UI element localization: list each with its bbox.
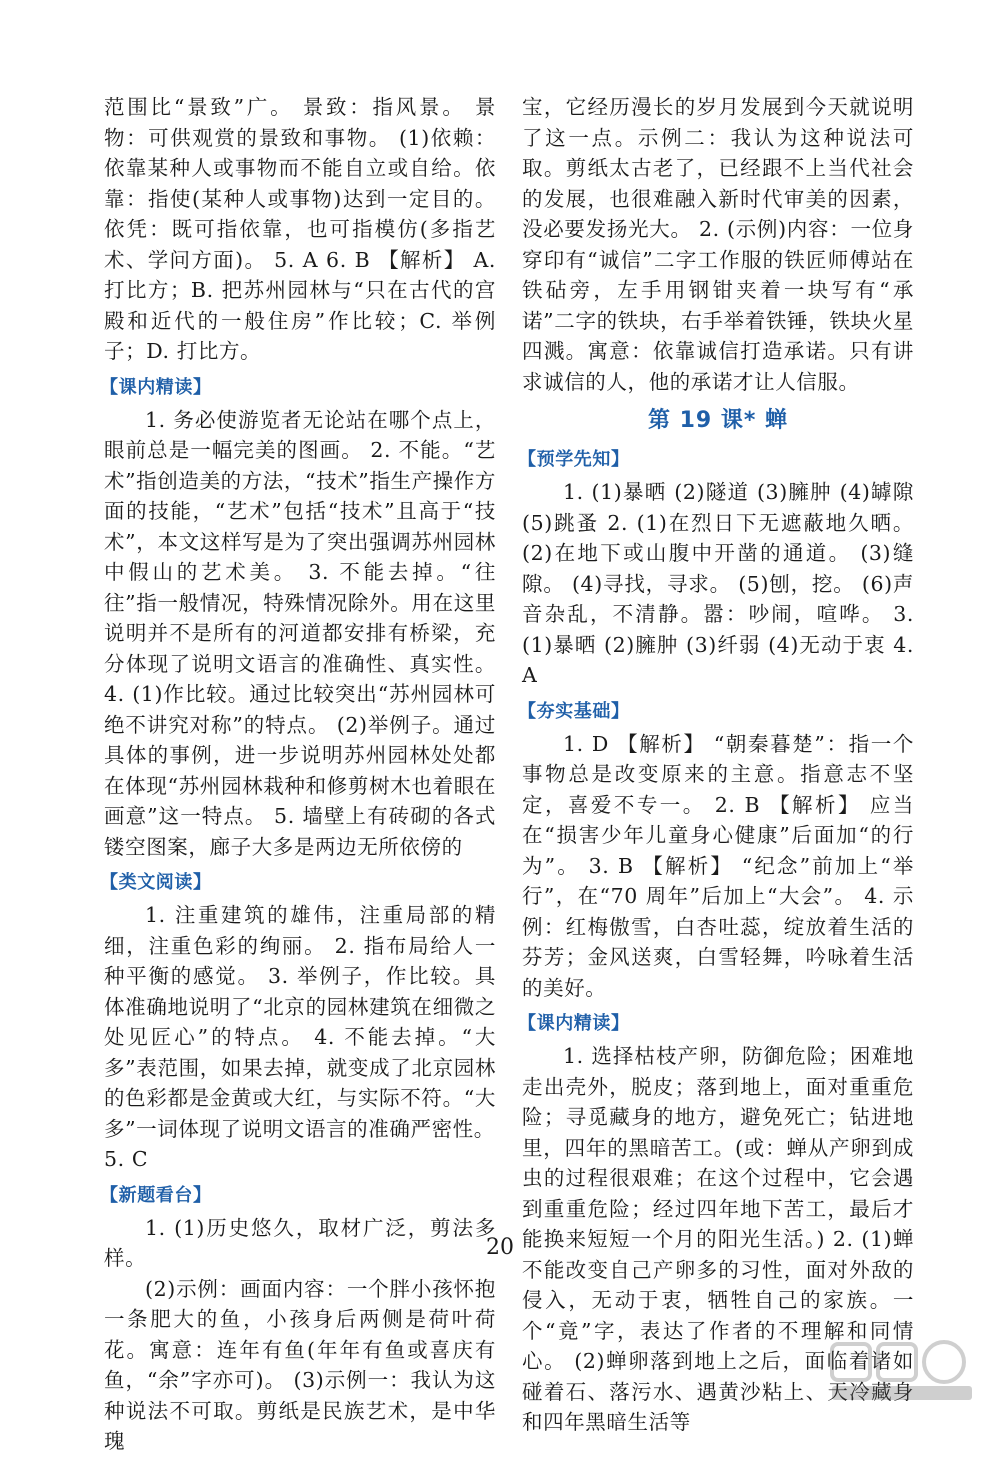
section-text-hangshi-jichu: 1. D 【解析】 “朝秦暮楚”：指一个事物总是改变原来的主意。指意志不坚定，喜爱不专一。 2. B 【解析】 应当在“损害少年儿童身心健康”后面加“的行为”。 3. B 【解析】 “纪念”前加上“举行”，在“70 周年”后加上“大会”。 4. 示例：红梅傲雪，白杏吐蕊，绽放着生活的芬芳；金风送爽，白雪轻舞，吟咏着生活的美好。 bbox=[522, 731, 914, 1000]
section-heading-xinti-kantai: 【新题看台】 bbox=[100, 1184, 212, 1206]
watermark-logo-icon bbox=[826, 1336, 976, 1404]
section-text-yuxue-xianzhi: 1. (1)暴晒 (2)隧道 (3)臃肿 (4)罅隙 (5)跳蚤 2. (1)在烈日下无遮蔽地久晒。 (2)在地下或山腹中开凿的通道。 (3)缝隙。 (4)寻找，寻求。 (5)刨，挖。 (6)声音杂乱，不清静。嚣：吵闹，喧哗。 3. (1)暴晒 (2)臃肿 (3)纤弱 (4)无动于衷 4. A bbox=[522, 480, 914, 687]
section-heading-kenei-jingdu-left: 【课内精读】 bbox=[100, 376, 212, 398]
section-heading-hangshi-jichu: 【夯实基础】 bbox=[518, 700, 630, 722]
right-top-paragraph: 宝，它经历漫长的岁月发展到今天就说明了这一点。示例二：我认为这种说法可取。剪纸太古老了，已经跟不上当代社会的发展，也很难融入新时代审美的因素，没必要发扬光大。 2. (示例)内容：一位身穿印有“诚信”二字工作服的铁匠师傅站在铁砧旁，左手用钢钳夹着一块写有“承诺”二字的铁块，右手举着铁锤，铁块火星四溅。寓意：依靠诚信打造承诺。只有讲求诚信的人，他的承诺才让人信服。 bbox=[522, 95, 914, 394]
section-text-xinti-kantai-1: 1. (1)历史悠久，取材广泛，剪法多样。 bbox=[104, 1215, 496, 1270]
page-number: 20 bbox=[486, 1235, 514, 1260]
lesson-title: 第 19 课* 蝉 bbox=[647, 408, 789, 433]
section-text-kenei-jingdu-left: 1. 务必使游览者无论站在哪个点上，眼前总是一幅完美的图画。 2. 不能。“艺术”指创造美的方法，“技术”指生产操作方面的技能，“艺术”包括“技术”且高于“技术”，本文这样写是为了突出强调苏州园林中假山的艺术美。 3. 不能去掉。“往往”指一般情况，特殊情况除外。用在这里说明并不是所有的河道都安排有桥梁，充分体现了说明文语言的准确性、真实性。 4. (1)作比较。通过比较突出“苏州园林可绝不讲究对称”的特点。 (2)举例子。通过具体的事例，进一步说明苏州园林处处都在体现“苏州园林栽种和修剪树木也着眼在画意”这一特点。 5. 墙壁上有砖砌的各式镂空图案，廊子大多是两边无所依傍的 bbox=[104, 407, 496, 859]
section-text-leiwen-yuedu-extra: 5. C bbox=[104, 1147, 149, 1171]
section-heading-yuxue-xianzhi: 【预学先知】 bbox=[518, 449, 630, 470]
left-top-paragraph: 范围比“景致”广。 景致：指风景。 景物：可供观赏的景致和事物。 (1)依赖：依靠某种人或事物而不能自立或自给。依靠：指使(某种人或事物)达到一定目的。 依凭：既可指依靠，也可指模仿(多指艺术、学问方面)。 5. A 6. B 【解析】 A. 打比方；B. 把苏州园林与“只在古代的宫殿和近代的一般住房”作比较；C. 举例子；D. 打比方。 bbox=[104, 95, 496, 363]
section-text-leiwen-yuedu: 1. 注重建筑的雄伟，注重局部的精细，注重色彩的绚丽。 2. 指布局给人一种平衡的感觉。 3. 举例子，作比较。具体准确地说明了“北京的园林建筑在细微之处见匠心”的特点。 4. 不能去掉。“大多”表范围，如果去掉，就变成了北京园林的色彩都是金黄或大红，与实际不符。“大多”一词体现了说明文语言的准确严密性。 bbox=[104, 903, 496, 1141]
section-heading-leiwen-yuedu: 【类文阅读】 bbox=[100, 872, 212, 893]
section-text-kenei-jingdu-right: 1. 选择枯枝产卵，防御危险；困难地走出壳外，脱皮；落到地上，面对重重危险；寻觅藏身的地方，避免死亡；钻进地里，四年的黑暗苦工。(或：蝉从产卵到成虫的过程很艰难；在这个过程中，它会遇到重重危险；经过四年地下苦工，最后才能换来短短一个月的阳光生活。) 2. (1)蝉不能改变自己产卵多的习性，面对外敌的侵入，无动于衷，牺牲自己的家族。一个“竟”字，表达了作者的不理解和同情心。 (2)蝉卵落到地上之后，面临着诸如碰着石、落污水、遇黄沙粘上、天冷藏身和四年黑暗生活等 bbox=[522, 1044, 914, 1434]
section-text-xinti-kantai-2: (2)示例：画面内容：一个胖小孩怀抱一条肥大的鱼，小孩身后两侧是荷叶荷花。寓意：连年有鱼(年年有鱼或喜庆有鱼，“余”字亦可)。 (3)示例一：我认为这种说法不可取。剪纸是民族艺术，是中华瑰 bbox=[104, 1276, 496, 1453]
section-heading-kenei-jingdu-right: 【课内精读】 bbox=[518, 1013, 630, 1034]
